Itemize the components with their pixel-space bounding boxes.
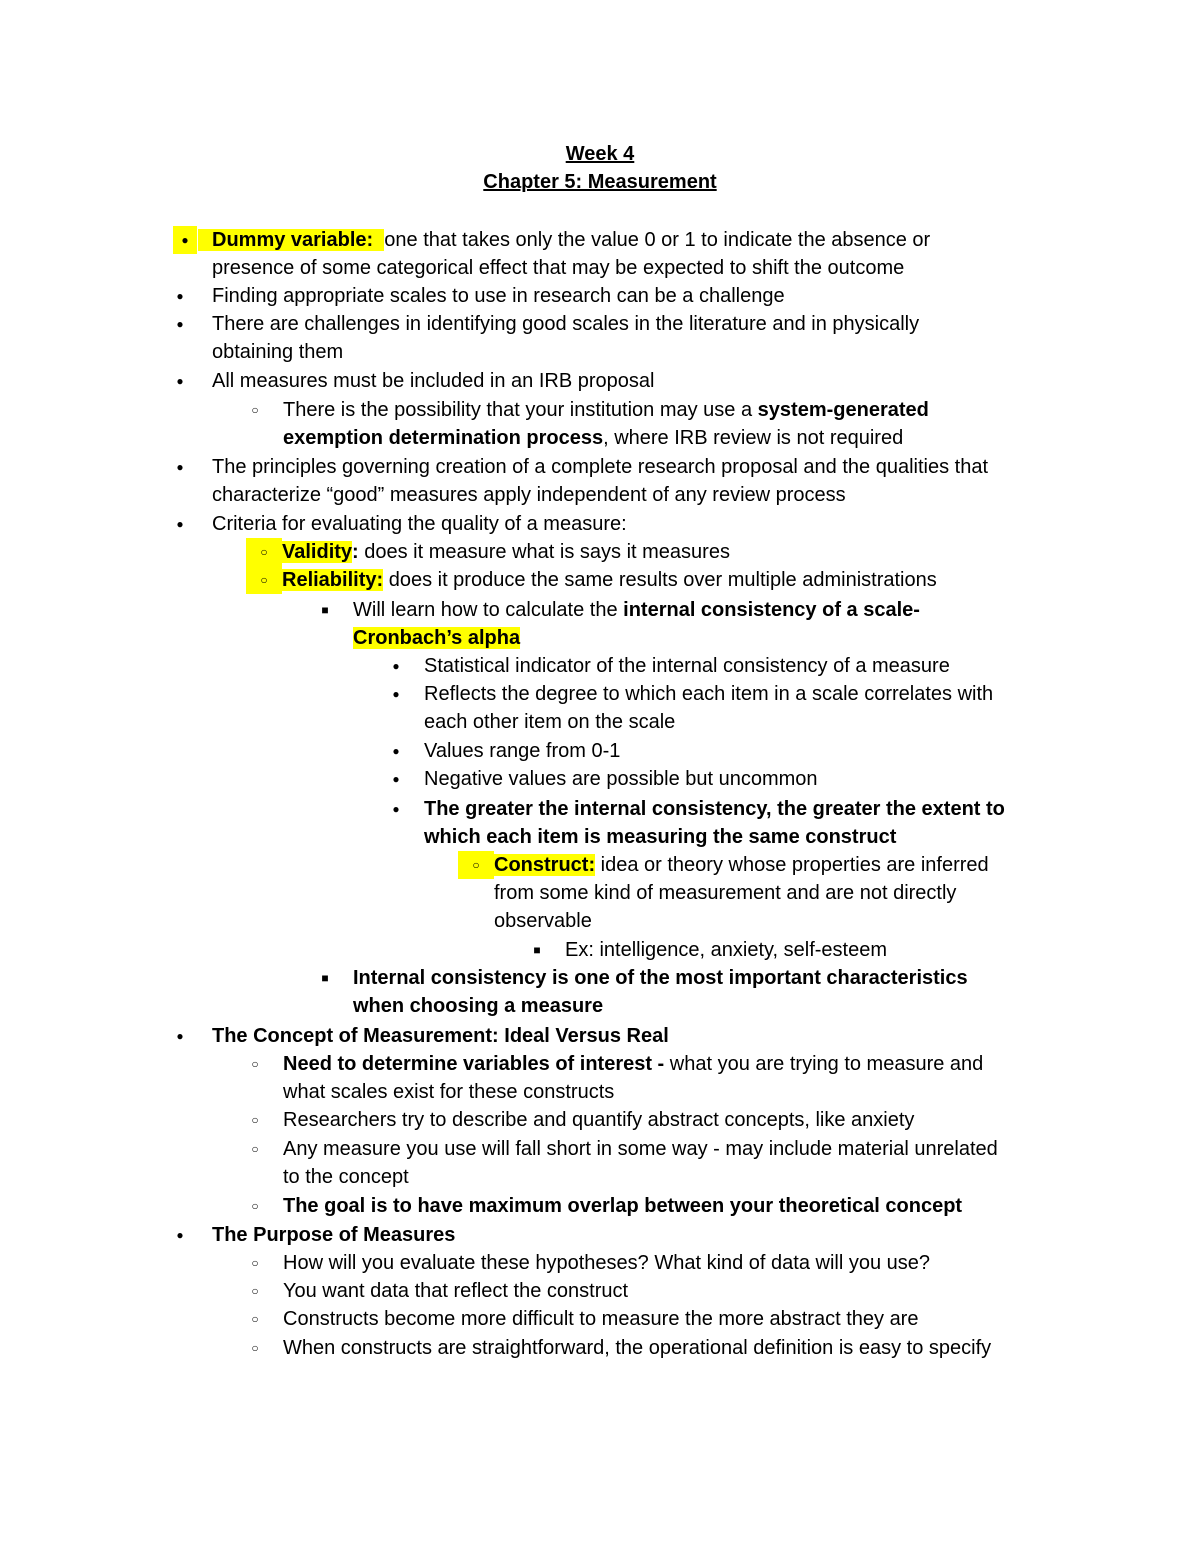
list-item: There are challenges in identifying good scales in the literature and in physically [212,313,920,335]
list-item: Statistical indicator of the internal consistency of a measure [424,655,950,677]
bullet-disc: ● [173,226,197,254]
list-item-cont: exemption determination process, where IRB review is not required [283,427,904,449]
bullet-square: ■ [533,943,541,957]
bullet-circle: ○ [251,1142,259,1156]
list-item: Researchers try to describe and quantify abstract concepts, like anxiety [283,1109,915,1131]
section-item: The Concept of Measurement: Ideal Versus Real [212,1025,669,1047]
list-item-cont: to the concept [283,1166,409,1188]
bullet-disc: ● [392,772,400,786]
bullet-circle: ○ [251,1057,259,1071]
bullet-disc: ● [176,1029,184,1043]
list-item: You want data that reflect the construct [283,1280,629,1302]
list-item: Negative values are possible but uncommon [424,768,818,790]
list-item: Reliability: does it produce the same results over multiple administrations [282,569,937,591]
bullet-circle: ○ [251,403,259,417]
list-item: Validity: does it measure what is says it measures [282,541,730,563]
bullet-circle: ○ [251,1113,259,1127]
list-item: All measures must be included in an IRB proposal [212,370,655,392]
list-item: Ex: intelligence, anxiety, self-esteem [565,939,888,961]
bullet-disc: ● [176,374,184,388]
list-item: How will you evaluate these hypotheses? What kind of data will you use? [283,1252,931,1274]
bullet-circle: ○ [246,566,282,594]
bullet-circle: ○ [246,538,282,566]
bullet-circle: ○ [251,1199,259,1213]
list-item: There is the possibility that your institution may use a system-generated [283,399,929,421]
bullet-disc: ● [392,802,400,816]
list-item: Criteria for evaluating the quality of a measure: [212,513,627,535]
list-item-cont: observable [494,910,592,932]
list-item: Construct: idea or theory whose properties are inferred [494,854,989,876]
bullet-disc: ● [392,659,400,673]
list-item: Internal consistency is one of the most important characteristics [353,967,968,989]
bullet-circle: ○ [458,851,494,879]
list-item: Reflects the degree to which each item in a scale correlates with [424,683,994,705]
bullet-circle: ○ [251,1312,259,1326]
list-item-cont: what scales exist for these constructs [283,1081,615,1103]
list-item: Values range from 0-1 [424,740,621,762]
bullet-circle: ○ [251,1256,259,1270]
list-item: Any measure you use will fall short in some way - may include material unrelated [283,1138,998,1160]
bullet-disc: ● [176,460,184,474]
list-item: The goal is to have maximum overlap between your theoretical concept [283,1195,963,1217]
list-item-cont: when choosing a measure [353,995,604,1017]
bullet-disc: ● [176,289,184,303]
list-item-cont: presence of some categorical effect that may be expected to shift the outcome [212,257,905,279]
list-item-cont: each other item on the scale [424,711,676,733]
bullet-square: ■ [321,603,329,617]
bullet-square: ■ [321,971,329,985]
bullet-disc: ● [176,1228,184,1242]
list-item: Dummy variable: one that takes only the value 0 or 1 to indicate the absence or [198,226,930,254]
list-item: Finding appropriate scales to use in research can be a challenge [212,285,785,307]
bullet-circle: ○ [251,1341,259,1355]
list-item: The principles governing creation of a complete research proposal and the qualities that [212,456,989,478]
chapter-heading: Chapter 5: Measurement [483,171,717,193]
bullet-circle: ○ [251,1284,259,1298]
list-item: When constructs are straightforward, the operational definition is easy to specify [283,1337,992,1359]
section-item: The Purpose of Measures [212,1224,456,1246]
list-item: Need to determine variables of interest - what you are trying to measure and [283,1053,984,1075]
list-item-cont: obtaining them [212,341,344,363]
list-item-cont: which each item is measuring the same construct [424,826,897,848]
list-item-cont: from some kind of measurement and are not directly [494,882,957,904]
bullet-disc: ● [392,687,400,701]
bullet-disc: ● [176,517,184,531]
list-item: Will learn how to calculate the internal consistency of a scale- [353,599,920,621]
bullet-disc: ● [176,317,184,331]
week-heading: Week 4 [565,143,635,165]
list-item: Constructs become more difficult to measure the more abstract they are [283,1308,919,1330]
list-item-cont: Cronbach’s alpha [353,627,521,649]
list-item: The greater the internal consistency, the greater the extent to [424,798,1005,820]
list-item-cont: characterize “good” measures apply independent of any review process [212,484,846,506]
bullet-disc: ● [392,744,400,758]
